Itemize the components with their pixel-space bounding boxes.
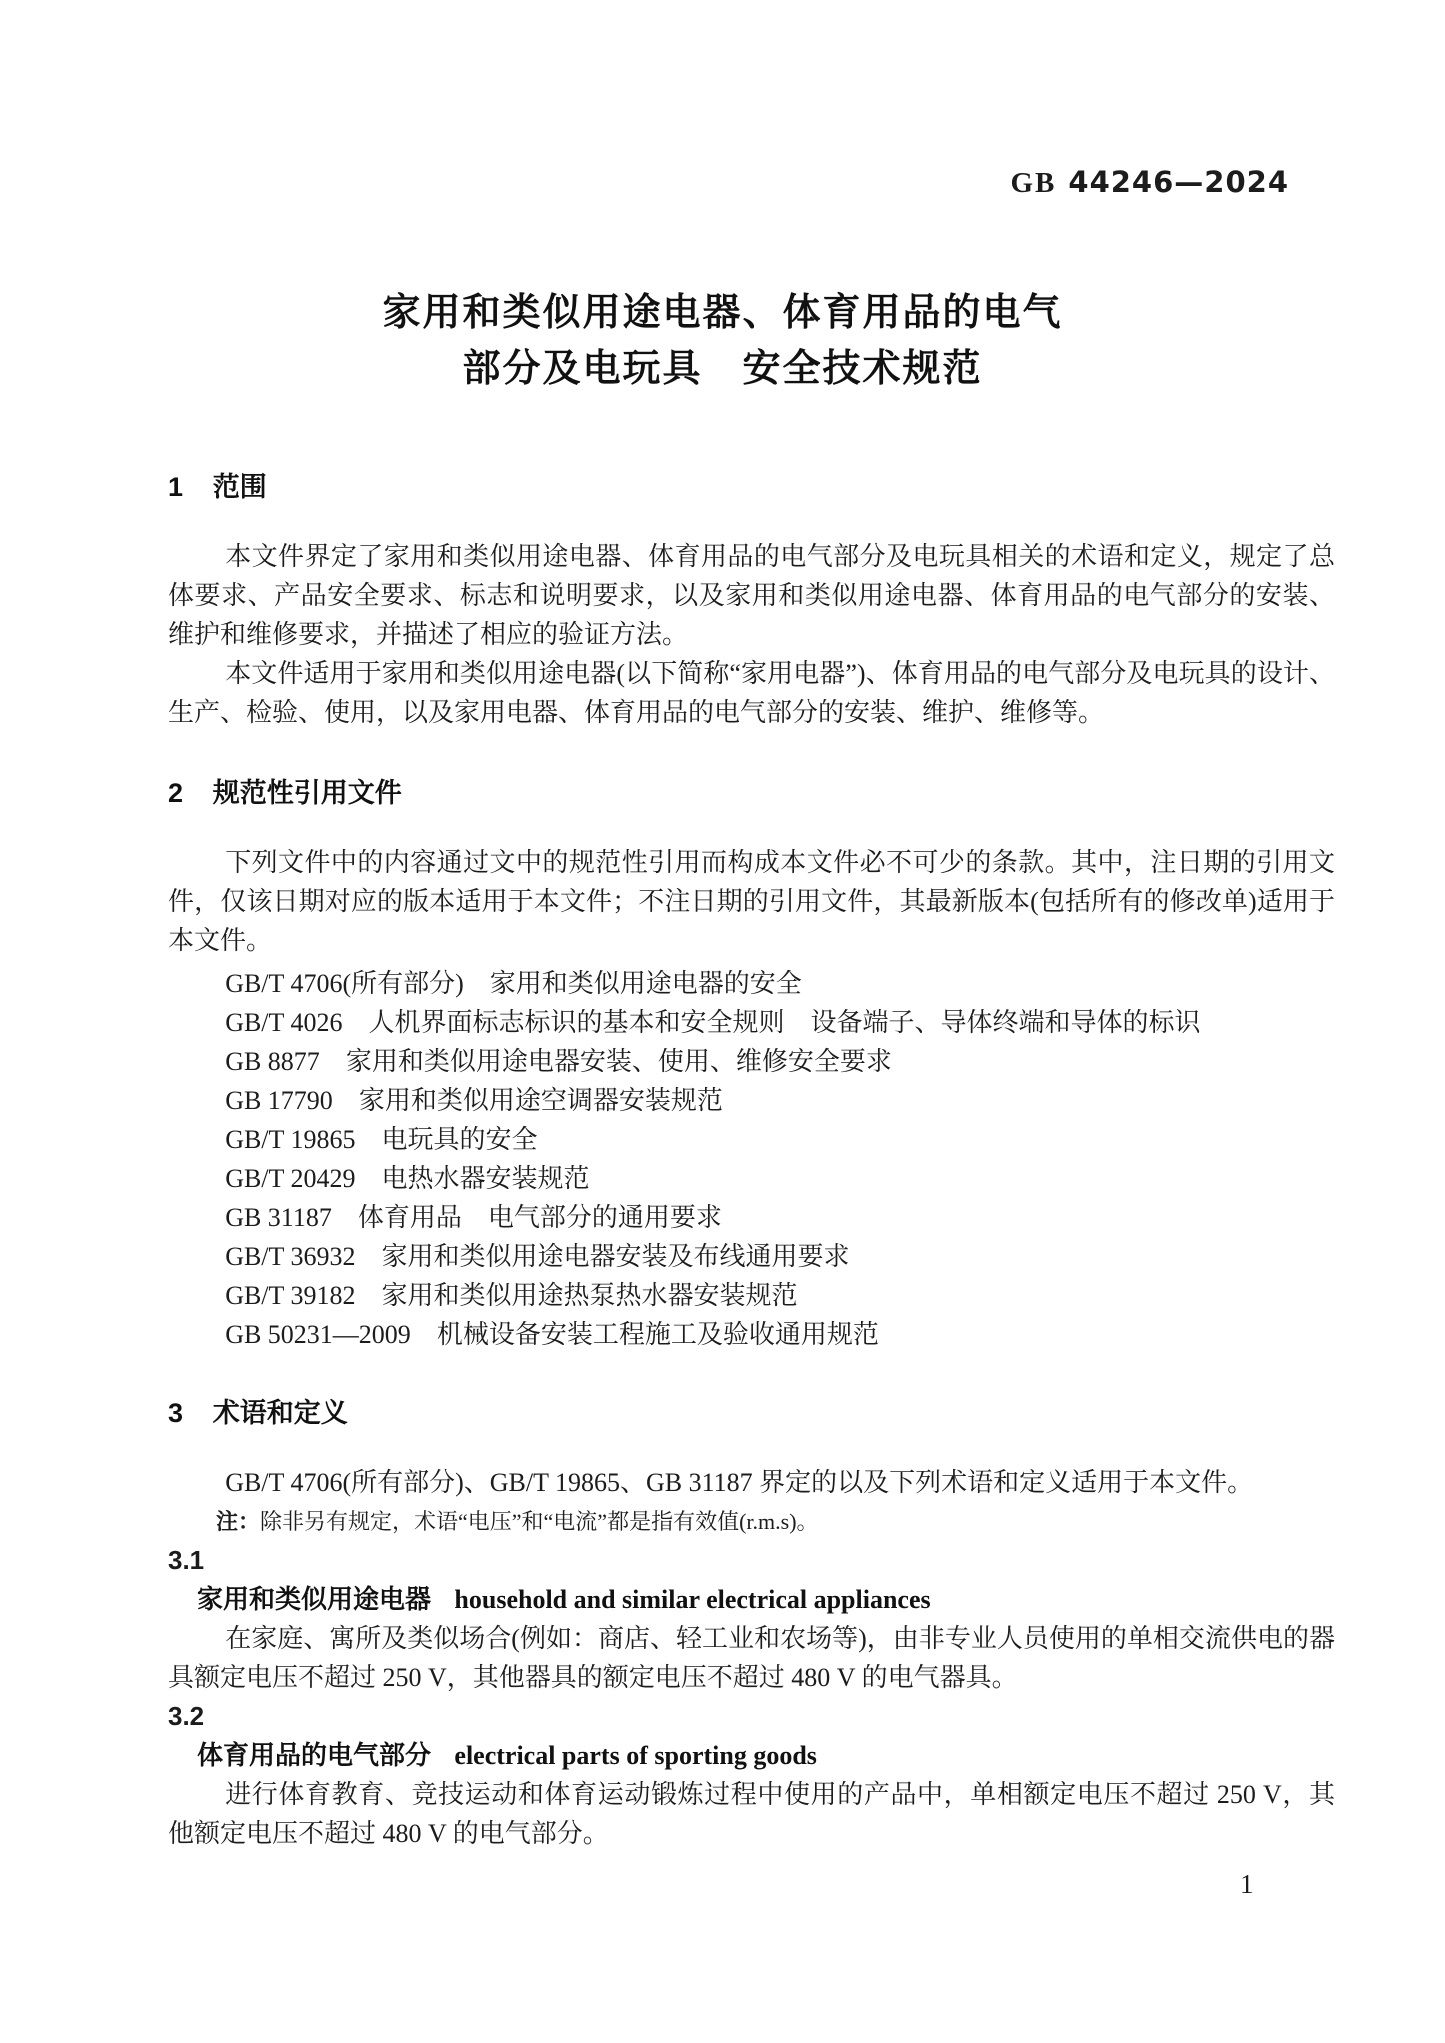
reference-title: 家用和类似用途热泵热水器安装规范 xyxy=(381,1281,798,1310)
section-2-title: 规范性引用文件 xyxy=(212,778,402,808)
section-3-note xyxy=(168,1502,1335,1541)
document-code xyxy=(1010,166,1289,199)
term-3-1-en: household and similar electrical appliances xyxy=(454,1585,931,1614)
section-3-heading xyxy=(168,1394,1335,1433)
section-1-number: 1 xyxy=(168,472,184,502)
section-1-paragraph-2: 本文件适用于家用和类似用途电器(以下简称“家用电器”)、体育用品的电气部分及电玩具的设计、生产、检验、使用，以及家用电器、体育用品的电气部分的安装、维护、维修等。 xyxy=(168,659,1335,727)
term-3-1-number: 3.1 xyxy=(168,1545,205,1575)
reference-item xyxy=(168,964,1335,1003)
document-body xyxy=(168,468,1335,1853)
reference-title: 电玩具的安全 xyxy=(381,1125,538,1154)
reference-code: GB/T 20429 xyxy=(225,1164,356,1193)
reference-code: GB 8877 xyxy=(225,1047,320,1076)
term-3-2-zh: 体育用品的电气部分 xyxy=(197,1740,432,1770)
reference-title: 电热水器安装规范 xyxy=(381,1164,590,1193)
term-3-1-headword xyxy=(168,1580,1335,1619)
reference-title: 家用和类似用途电器安装、使用、维修安全要求 xyxy=(345,1047,892,1076)
section-3-title: 术语和定义 xyxy=(212,1398,348,1428)
reference-title: 体育用品 电气部分的通用要求 xyxy=(357,1203,722,1232)
section-3-number: 3 xyxy=(168,1398,184,1428)
reference-item xyxy=(168,1159,1335,1198)
term-3-2-definition: 进行体育教育、竞技运动和体育运动锻炼过程中使用的产品中，单相额定电压不超过 250 V，其他额定电压不超过 480 V 的电气部分。 xyxy=(168,1780,1335,1848)
section-3-intro: GB/T 4706(所有部分)、GB/T 19865、GB 31187 界定的以及下列术语和定义适用于本文件。 xyxy=(225,1468,1254,1497)
term-3-1-definition: 在家庭、寓所及类似场合(例如：商店、轻工业和农场等)，由非专业人员使用的单相交流供电的器具额定电压不超过 250 V，其他器具的额定电压不超过 480 V 的电气器具。 xyxy=(168,1624,1335,1692)
reference-title: 人机界面标志标识的基本和安全规则 设备端子、导体终端和导体的标识 xyxy=(368,1008,1201,1037)
page-number: 1 xyxy=(1240,1869,1254,1899)
reference-item xyxy=(168,1081,1335,1120)
section-1-heading xyxy=(168,468,1335,507)
term-3-1-zh: 家用和类似用途电器 xyxy=(197,1584,432,1614)
section-1-title: 范围 xyxy=(212,472,267,502)
reference-item xyxy=(168,1315,1335,1354)
note-text: 除非另有规定，术语“电压”和“电流”都是指有效值(r.m.s)。 xyxy=(260,1509,819,1534)
reference-item xyxy=(168,1042,1335,1081)
reference-code: GB 17790 xyxy=(225,1086,333,1115)
reference-item xyxy=(168,1276,1335,1315)
reference-code: GB/T 36932 xyxy=(225,1242,356,1271)
note-label: 注： xyxy=(216,1509,261,1534)
reference-item xyxy=(168,1198,1335,1237)
reference-item xyxy=(168,1120,1335,1159)
term-3-2-en: electrical parts of sporting goods xyxy=(454,1741,817,1770)
reference-code: GB 31187 xyxy=(225,1203,332,1232)
reference-code: GB 50231—2009 xyxy=(225,1320,411,1349)
section-2-intro: 下列文件中的内容通过文中的规范性引用而构成本文件必不可少的条款。其中，注日期的引用文件，仅该日期对应的版本适用于本文件；不注日期的引用文件，其最新版本(包括所有的修改单)适用于本文件。 xyxy=(168,848,1335,955)
document-title xyxy=(0,285,1445,397)
reference-title: 家用和类似用途电器的安全 xyxy=(489,969,802,998)
reference-code: GB/T 39182 xyxy=(225,1281,356,1310)
reference-title: 家用和类似用途电器安装及布线通用要求 xyxy=(381,1242,850,1271)
reference-title: 家用和类似用途空调器安装规范 xyxy=(358,1086,723,1115)
term-3-2-number: 3.2 xyxy=(168,1701,205,1731)
normative-references-list xyxy=(168,964,1335,1354)
document-code-number: 44246—2024 xyxy=(1068,165,1289,199)
reference-item xyxy=(168,1003,1335,1042)
document-title-line2: 部分及电玩具 安全技术规范 xyxy=(462,348,983,390)
section-2-number: 2 xyxy=(168,778,184,808)
term-3-2-headword xyxy=(168,1736,1335,1775)
reference-title: 机械设备安装工程施工及验收通用规范 xyxy=(436,1320,879,1349)
section-1-paragraph-1: 本文件界定了家用和类似用途电器、体育用品的电气部分及电玩具相关的术语和定义，规定了总体要求、产品安全要求、标志和说明要求，以及家用和类似用途电器、体育用品的电气部分的安装、维护和维修要求，并描述了相应的验证方法。 xyxy=(168,542,1335,649)
reference-item xyxy=(168,1237,1335,1276)
section-2-heading xyxy=(168,774,1335,813)
reference-code: GB/T 19865 xyxy=(225,1125,356,1154)
document-title-line1: 家用和类似用途电器、体育用品的电气 xyxy=(382,292,1063,334)
reference-code: GB/T 4026 xyxy=(225,1008,343,1037)
reference-code: GB/T 4706(所有部分) xyxy=(225,969,464,998)
document-code-prefix: GB xyxy=(1010,167,1057,199)
